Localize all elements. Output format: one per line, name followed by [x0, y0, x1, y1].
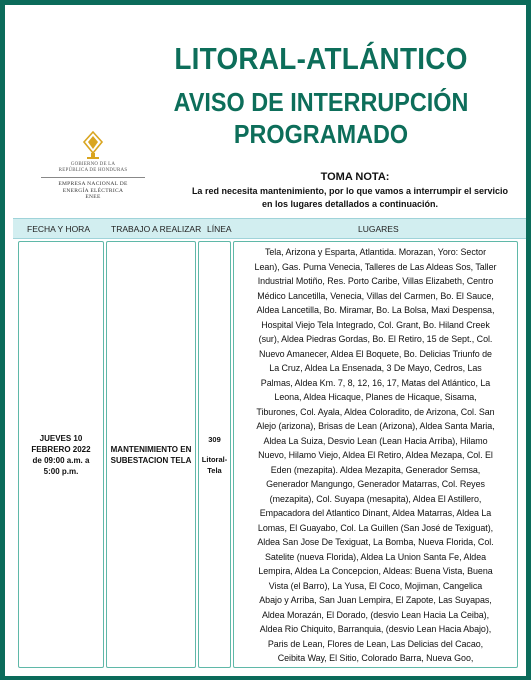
- notice-title-line-2: PROGRAMADO: [233, 119, 409, 149]
- places-line: Lempira, Aldea La Concepcion, Aldeas: Buena Vista, Buena: [258, 566, 493, 577]
- places-line: (mezapita), Col. Suyapa (mesapita), Aldea El Astillero,: [269, 493, 482, 505]
- note-heading: TOMA NOTA:: [320, 171, 390, 183]
- places-line: Eden (mezapita). Aldea Mezapita, Generador Semsa,: [270, 464, 481, 476]
- places-line: Palmas, Aldea Km. 7, 8, 12, 16, 17, Matas del Atlántico, La: [260, 377, 491, 389]
- header-work: TRABAJO A REALIZAR: [111, 224, 202, 234]
- places-line: Leona, Aldea Hicaque, Planes de Hicaque, Sisama,: [274, 392, 477, 403]
- places-line: Industrial Motiño, Res. Porto Caribe, Villas Elizabeth, Centro: [257, 276, 494, 287]
- places-line: Aldea Morazán, El Dorado, (desvio Lean Hacia La Ceiba),: [261, 609, 490, 621]
- places-line: Aldea Rio Chiquito, Barranquia, (desvio Lean Hacia Abajo),: [259, 624, 492, 635]
- places-line: Lean), Gas. Puma Venecia, Talleres de Las Aldeas Sos, Taller: [254, 261, 497, 273]
- line-cell: [198, 241, 231, 668]
- organization-label: EMPRESA NACIONAL DE ENERGÍA ELÉCTRICA ENEE: [58, 181, 128, 200]
- places-line: Empacadora del Atlantico Dinant, Aldea Matarras, Aldea La: [259, 508, 492, 519]
- logo-divider: [41, 177, 145, 178]
- notice-sheet: [5, 5, 526, 676]
- places-line: Tela, Arizona y Esparta, Atlantida. Morazan, Yoro: Sector: [264, 247, 487, 258]
- header-places: LUGARES: [358, 224, 399, 234]
- places-line: Aldea San Jose De Texiguat, La Bomba, Nueva Florida, Col.: [257, 537, 494, 548]
- places-line: Aldea Lancetilla, Bo. Miramar, Bo. La Bolsa, Maxi Despensa,: [256, 305, 495, 316]
- places-line: Vista (el Barro), La Yusa, El Coco, Mojiman, Cangelica: [268, 580, 483, 592]
- line-text: 309 Litoral- Tela: [199, 434, 230, 476]
- places-line: Abajo y Arriba, San Juan Lempira, El Zapote, Las Suyapas,: [259, 595, 492, 606]
- date-cell: [18, 241, 104, 668]
- places-line: Nuevo, Hilamo Viejo, Aldea El Retiro, Aldea Mezapa, Col. El: [258, 450, 493, 461]
- enee-logo: [39, 131, 147, 201]
- work-text: MANTENIMIENTO EN SUBESTACION TELA: [110, 444, 192, 465]
- places-line: Aldea La Suiza, Desvio Lean (Lean Hacia Arriba), Hilamo: [263, 435, 488, 447]
- places-line: Lomas, El Guayabo, Col. La Guillen (San José de Texiguat),: [257, 522, 494, 534]
- date-time-text: JUEVES 10 FEBRERO 2022 de 09:00 a.m. a 5:00 p.m.: [31, 433, 91, 476]
- places-line: Paris de Lean, Flores de Lean, Las Delicias del Cacao,: [267, 638, 484, 650]
- places-line: Generador Mangungo, Generador Matarras, Col. Reyes: [266, 479, 485, 490]
- places-cell: [233, 241, 518, 668]
- places-line: Nuevo Amanecer, Aldea El Boquete, Bo. Delicias Triunfo de: [259, 348, 492, 360]
- places-line: Tiburones, Col. Ayala, Aldea Coloradito, de Arizona, Col. San: [256, 406, 495, 418]
- header-date: FECHA Y HORA: [27, 224, 90, 234]
- government-label: GOBIERNO DE LA REPÚBLICA DE HONDURAS: [58, 162, 128, 173]
- places-list: [244, 242, 507, 667]
- table-header: [13, 218, 526, 239]
- notice-title-line-1: AVISO DE INTERRUPCIÓN: [173, 87, 469, 117]
- places-line: Satelite (nueva Florida), Aldea La Union Santa Fe, Aldea: [264, 551, 487, 563]
- places-line: Médico Lancetilla, Venecia, Villas del Carmen, Bo. El Sauce,: [257, 290, 494, 302]
- places-line: Ceibita Way, El Sitio, Colorado Barra, Nueva Goo,: [277, 653, 474, 664]
- places-line: (sur), Aldea Piedras Gordas, Bo. El Retiro, 15 de Sept., Col.: [258, 334, 493, 345]
- region-title: LITORAL-ATLÁNTICO: [174, 41, 468, 76]
- header-line: LÍNEA: [207, 224, 232, 234]
- line-code: 309: [208, 434, 221, 444]
- coat-of-arms-icon: [82, 131, 104, 161]
- note-text: La red necesita mantenimiento, por lo que vamos a interrumpir el servicio en los lugares detallados a continuación.: [191, 186, 509, 209]
- places-line: La Cruz, Aldea La Ensenada, 3 De Mayo, Cedros, Las: [269, 363, 482, 374]
- places-line: Hospital Viejo Tela Integrado, Col. Grant, Bo. Hiland Creek: [261, 319, 490, 331]
- work-cell: [106, 241, 196, 668]
- places-line: Alejo (arizona), Brisas de Lean (Arizona), Aldea Santa Maria,: [256, 421, 495, 432]
